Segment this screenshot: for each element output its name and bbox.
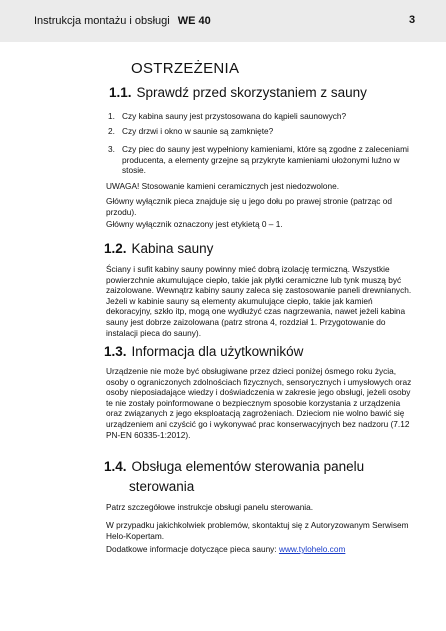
paragraph: Ściany i sufit kabiny sauny powinny mieć dobrą izolację termiczną. Wszystkie powierzchnie akumulujące ciepło, takie jak płytki ceramiczne lub tynk muszą być zaizolowane. Wewnątrz kabiny sauny zaleca się zastosowanie paneli drewnianych. Jeżeli w kabinie sauny są elementy akumulujące ciepło, takie jak kamień dekoracyjny, szkło itp, mogą one wydłużyć czas nagrzewania, nawet jeżeli kabina sauny jest dobrze zaizolowana (patrz strona 4, rozdział 1. Przygotowanie do instalacji pieca do sauny). xyxy=(106,264,412,338)
list-item-number: 3. xyxy=(108,144,115,154)
section-heading-1-3 xyxy=(104,344,303,359)
section-title: Obsługa elementów sterowania panelu xyxy=(131,459,365,474)
page-title: OSTRZEŻENIA xyxy=(131,60,240,77)
paragraph: W przypadku jakichkolwiek problemów, skontaktuj się z Autoryzowanym Serwisem Helo-Kopertam. xyxy=(106,520,409,541)
section-number: 1.3. xyxy=(104,344,127,359)
list-item-text: Czy piec do sauny jest wypełniony kamieniami, które są zgodne z zaleceniami producenta, a elementy grzejne są przykryte kamieniami ułożonymi luźno w stosie. xyxy=(122,144,409,176)
section-number: 1.2. xyxy=(104,241,127,256)
paragraph xyxy=(106,544,426,555)
list-item-text: Czy kabina sauny jest przystosowana do kąpieli saunowych? xyxy=(122,111,347,121)
list-item-text: Czy drzwi i okno w saunie są zamknięte? xyxy=(122,126,274,136)
warning-text: UWAGA! Stosowanie kamieni ceramicznych jest niedozwolone. xyxy=(106,181,340,191)
list-item-number: 1. xyxy=(108,111,115,121)
section-heading-1-4 xyxy=(104,457,364,477)
list-item-number: 2. xyxy=(108,126,115,136)
section-title: Informacja dla użytkowników xyxy=(131,344,304,359)
page-number: 3 xyxy=(409,14,416,26)
section-title: Kabina sauny xyxy=(131,241,214,256)
section-title-continued: sterowania xyxy=(129,479,195,494)
section-heading-1-2 xyxy=(104,241,213,256)
manual-title: Instrukcja montażu i obsługi xyxy=(34,15,170,27)
header-title xyxy=(34,15,211,27)
paragraph: Główny wyłącznik oznaczony jest etykietą 0 – 1. xyxy=(106,219,283,229)
model-name: WE 40 xyxy=(177,15,211,27)
section-number: 1.4. xyxy=(104,459,127,474)
section-number: 1.1. xyxy=(109,85,132,100)
paragraph: Główny wyłącznik pieca znajduje się u jego dołu po prawej stronie (patrząc od przodu). xyxy=(106,196,392,217)
paragraph: Patrz szczegółowe instrukcje obsługi panelu sterowania. xyxy=(106,502,314,512)
website-link[interactable]: www.tylohelo.com xyxy=(278,544,346,554)
paragraph: Urządzenie nie może być obsługiwane przez dzieci poniżej ósmego roku życia, osoby o ograniczonych zdolnościach fizycznych, sensorycznych i umysłowych oraz osoby nieposiadające wiedzy i doświadczenia w zakresie jego obsługi, jeżeli osoby te nie zostały poinformowane o bezpiecznym sposobie korzystania z urządzenia oraz związanych z jego eksploatacją zagrożeniach. Dzieciom nie wolno bawić się urządzeniem ani czyścić go i wykonywać prac konserwacyjnych bez nadzoru (7.12 PN-EN 60335-1:2012). xyxy=(106,366,412,440)
section-heading-1-1 xyxy=(109,85,367,100)
paragraph-text: Dodatkowe informacje dotyczące pieca sauny: xyxy=(106,544,279,554)
page-header xyxy=(0,0,446,42)
section-title: Sprawdź przed skorzystaniem z sauny xyxy=(136,85,367,100)
